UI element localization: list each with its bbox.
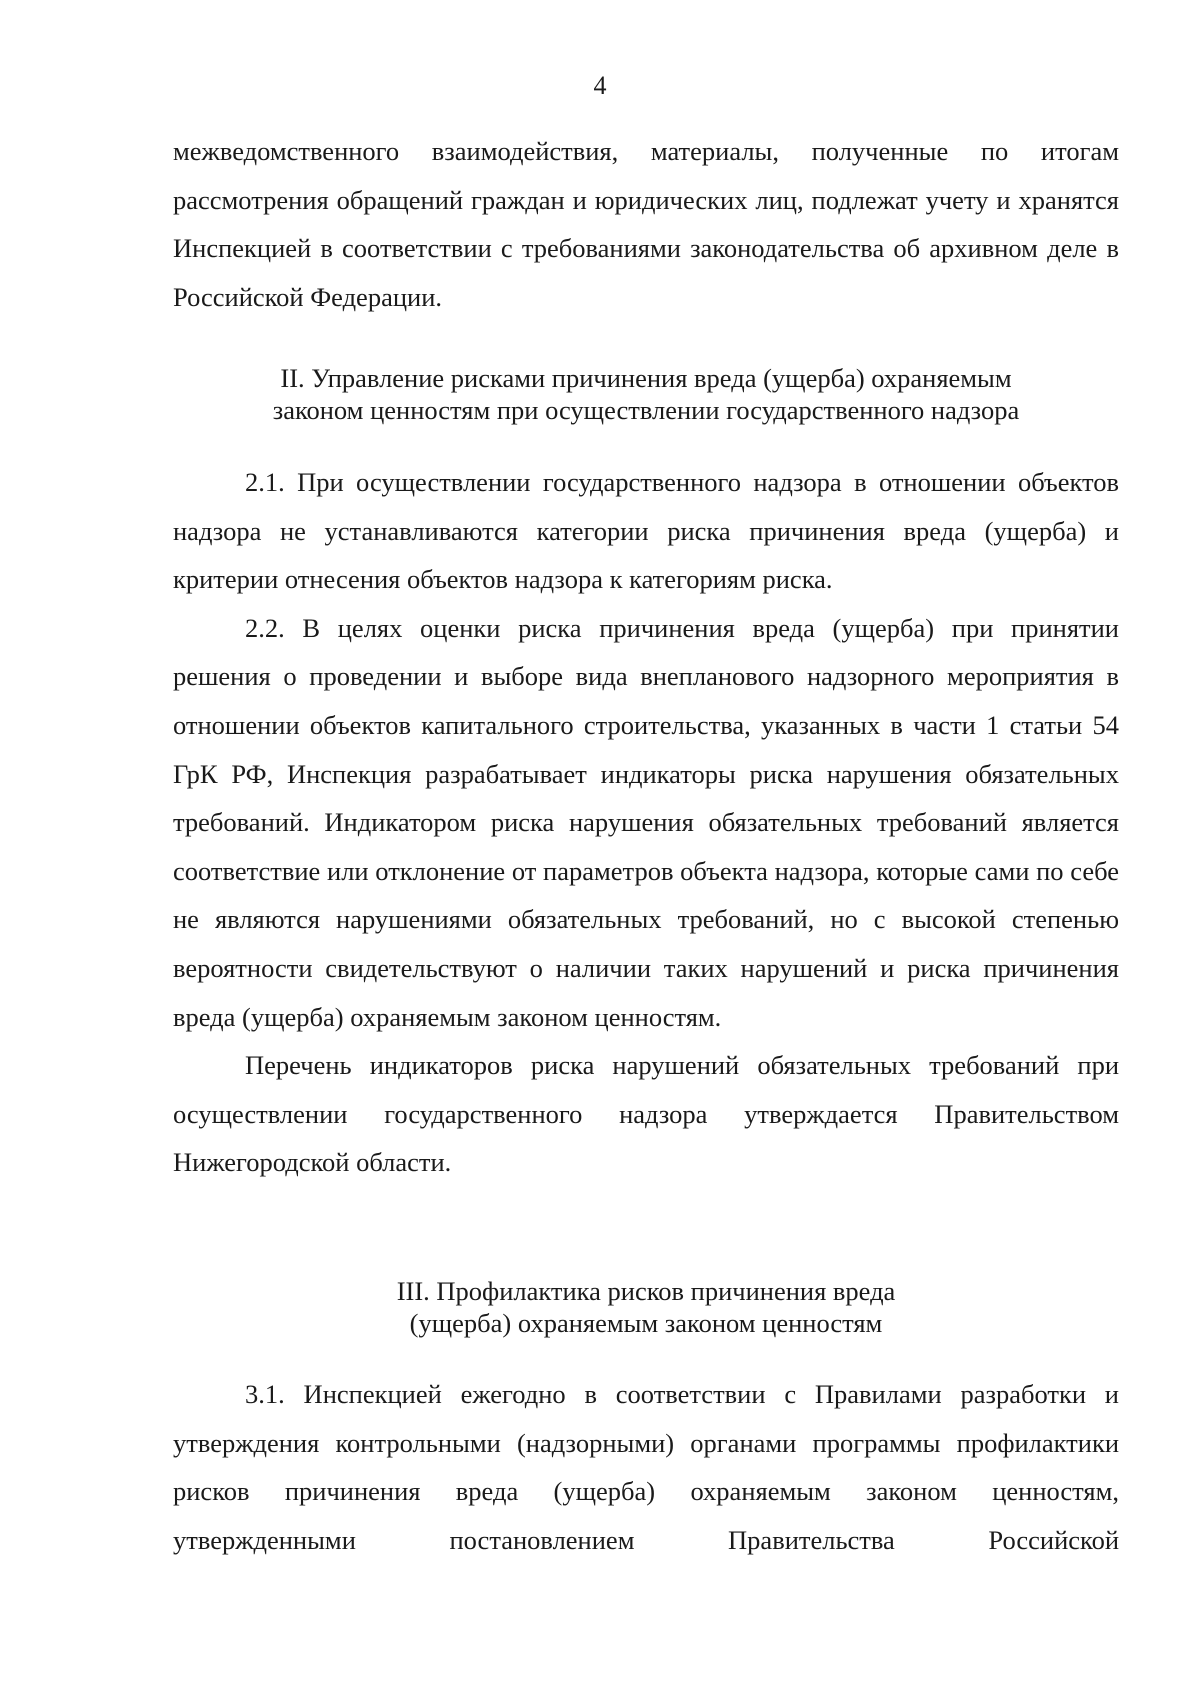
paragraph-3-1: 3.1. Инспекцией ежегодно в соответствии с Правилами разработки и утверждения контрольными (надзорными) органами программы профилактики рисков причинения вреда (ущерба) охраняемым законом ценностям, утвержденными постановлением Правительства Российской (173, 1379, 1119, 1555)
paragraph-continuation (173, 127, 1119, 321)
paragraph-2-2: 2.2. В целях оценки риска причинения вреда (ущерба) при принятии решения о проведении и выборе вида внепланового надзорного мероприятия в отношении объектов капитального строительства, указанных в части 1 статьи 54 ГрК РФ, Инспекция разрабатывает индикаторы риска нарушения обязательных требований. Индикатором риска нарушения обязательных требований является соответствие или отклонение от параметров объекта надзора, которые сами по себе не являются нарушениями обязательных требований, но с высокой степенью вероятности свидетельствуют о наличии таких нарушений и риска причинения вреда (ущерба) охраняемым законом ценностям. (173, 612, 1119, 1032)
section-heading-3-line1: III. Профилактика рисков причинения вреда (396, 1276, 896, 1306)
section-heading-2 (173, 362, 1119, 426)
section-heading-2-line2: законом ценностям при осуществлении государственного надзора (272, 395, 1020, 425)
paragraph-2-1: 2.1. При осуществлении государственного надзора в отношении объектов надзора не устанавливаются категории риска причинения вреда (ущерба) и критерии отнесения объектов надзора к категориям риска. (173, 467, 1119, 595)
section-heading-2-line1: II. Управление рисками причинения вреда (ущерба) охраняемым (280, 363, 1012, 393)
section-2-body (173, 458, 1119, 1187)
section-heading-3-line2: (ущерба) охраняемым законом ценностям (409, 1308, 883, 1338)
paragraph-text: межведомственного взаимодействия, материалы, полученные по итогам рассмотрения обращений граждан и юридических лиц, подлежат учету и хранятся Инспекцией в соответствии с требованиями законодательства об архивном деле в Российской Федерации. (173, 136, 1119, 312)
paragraph-indicators-list: Перечень индикаторов риска нарушений обязательных требований при осуществлении государственного надзора утверждается Правительством Нижегородской области. (173, 1050, 1119, 1178)
section-3-body (173, 1370, 1119, 1564)
page-number: 4 (593, 71, 607, 100)
section-heading-3 (173, 1275, 1119, 1339)
